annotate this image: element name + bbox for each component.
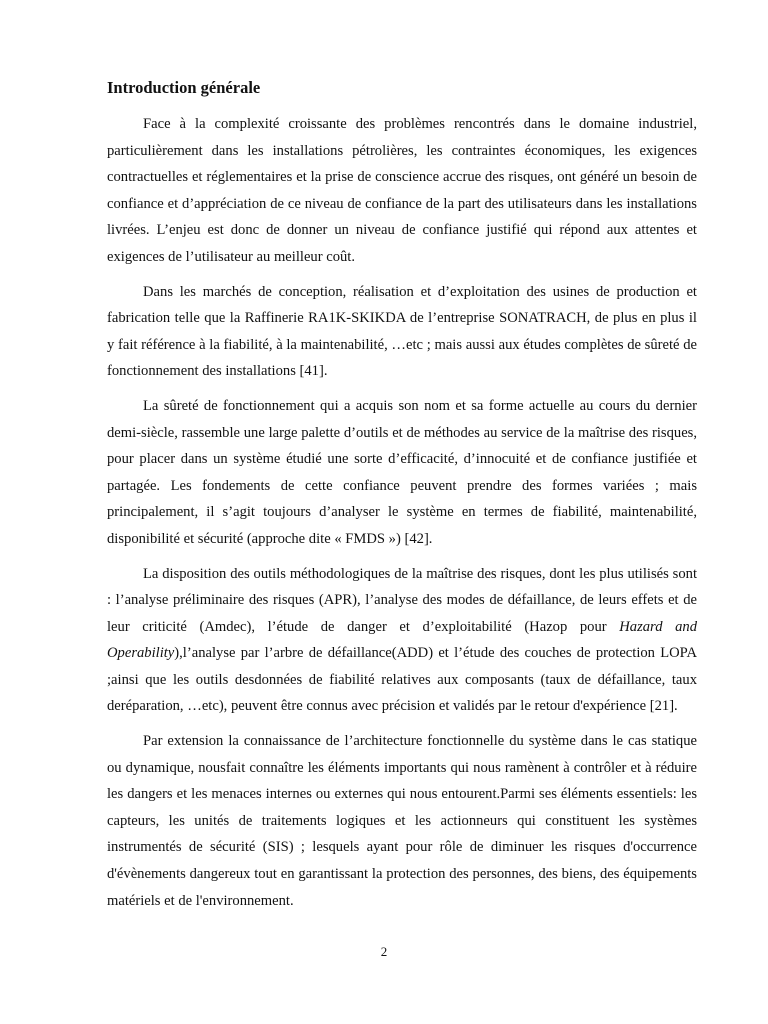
paragraph-4-text-b: ),l’analyse par l’arbre de défaillance(ADD) et l’étude des couches de protection LOPA ;ainsi que les outils desdonnées de fiabilité relatives aux composants (taux de défaillance, taux deréparation, …etc), peuvent être connus avec précision et validés par le retour d'expérience [21]. xyxy=(107,645,697,715)
paragraph-1 xyxy=(107,111,697,271)
paragraph-3-text: La sûreté de fonctionnement qui a acquis son nom et sa forme actuelle au cours du dernier demi-siècle, rassemble une large palette d’outils et de méthodes au service de la maîtrise des risques, pour placer dans un système étudié une sorte d’efficacité, d’innocuité et de confiance justifiée et partagée. Les fondements de cette confiance peuvent prendre des formes variées ; mais principalement, il s’agit toujours d’analyser le système en termes de fiabilité, maintenabilité, disponibilité et sécurité (approche dite « FMDS ») [42]. xyxy=(107,397,697,547)
paragraph-2 xyxy=(107,279,697,385)
paragraph-1-text: Face à la complexité croissante des problèmes rencontrés dans le domaine industriel, particulièrement dans les installations pétrolières, les contraintes économiques, les exigences contractuelles et réglementaires et la prise de conscience accrue des risques, ont généré un besoin de confiance et d’appréciation de ce niveau de confiance de la part des utilisateurs dans les installations livrées. L’enjeu est donc de donner un niveau de confiance justifié qui répond aux attentes et exigences de l’utilisateur au meilleur coût. xyxy=(107,116,697,265)
paragraph-3 xyxy=(107,393,697,553)
paragraph-2-text: Dans les marchés de conception, réalisation et d’exploitation des usines de production et fabrication telle que la Raffinerie RA1K-SKIKDA de l’entreprise SONATRACH, de plus en plus il y fait référence à la fiabilité, à la maintenabilité, …etc ; mais aussi aux études complètes de sûreté de fonctionnement des installations [41]. xyxy=(107,283,697,380)
document-page xyxy=(107,76,697,922)
paragraph-5-text: Par extension la connaissance de l’architecture fonctionnelle du système dans le cas statique ou dynamique, nousfait connaître les éléments importants qui nous ramènent à contrôler et à réduire les dangers et les menaces internes ou externes qui nous entourent.Parmi ses éléments essentiels: les capteurs, les unités de traitements logiques et les actionneurs qui constituent les systèmes instrumentés de sécurité (SIS) ; lesquels ayant pour rôle de diminuer les risques d'occurrence d'évènements dangereux tout en garantissant la protection des personnes, des biens, des équipements matériels et de l'environnement. xyxy=(107,733,697,909)
section-heading: Introduction générale xyxy=(107,78,261,97)
paragraph-4 xyxy=(107,561,697,721)
page-number: 2 xyxy=(380,944,388,959)
paragraph-4-italic-term: Hazard and Operability xyxy=(107,618,697,662)
paragraph-4-text-a: La disposition des outils méthodologiques de la maîtrise des risques, dont les plus utilisés sont : l’analyse préliminaire des risques (APR), l’analyse des modes de défaillance, de leurs effets et de leur criticité (Amdec), l’étude de danger et d’exploitabilité (Hazop pour xyxy=(107,565,697,635)
paragraph-5 xyxy=(107,728,697,914)
